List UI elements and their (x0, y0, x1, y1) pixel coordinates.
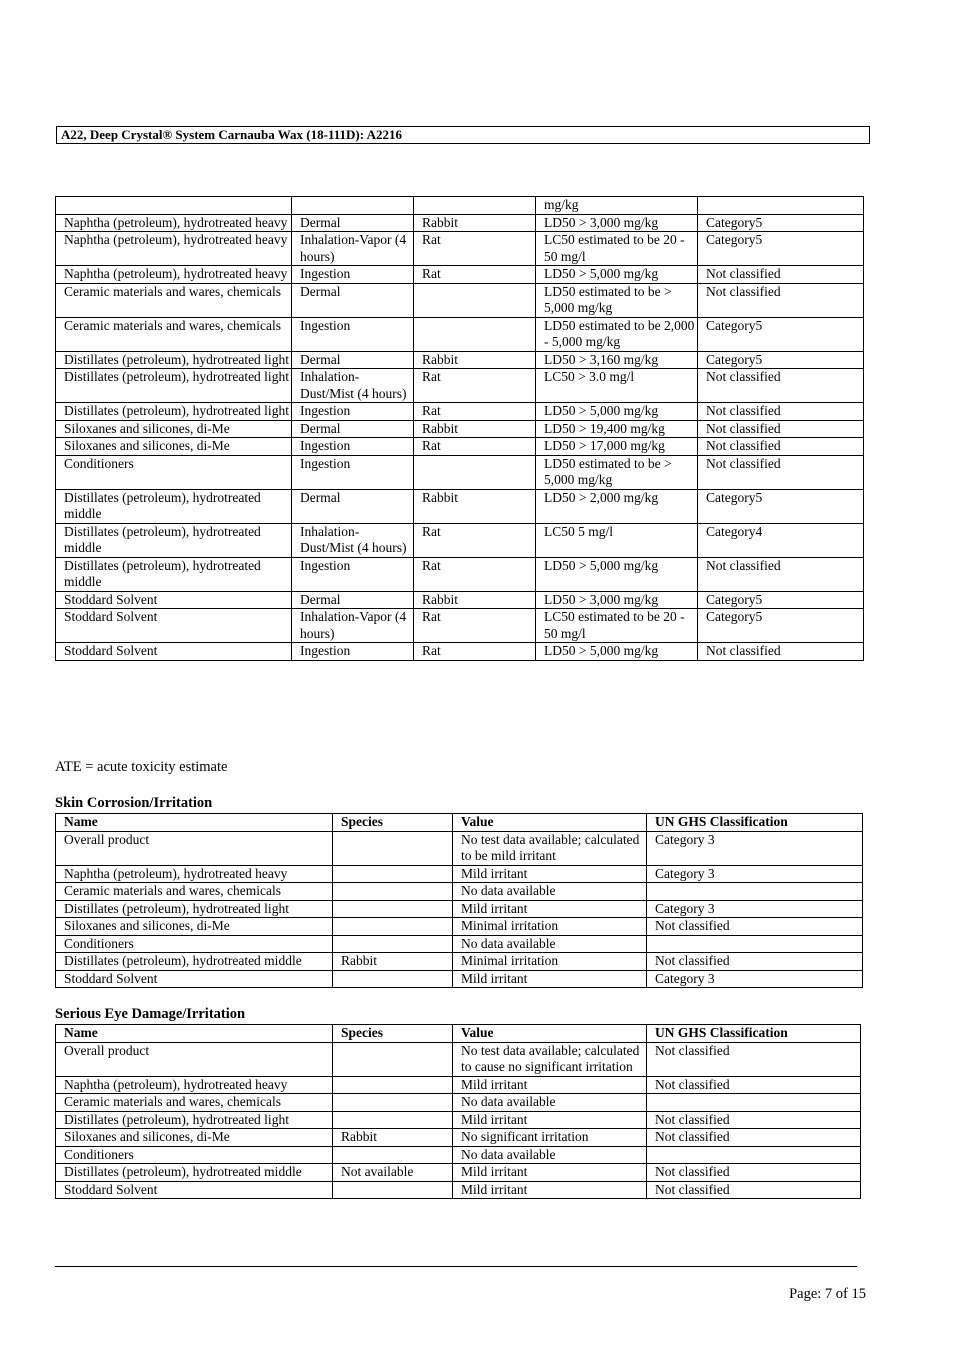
table-row (56, 591, 864, 609)
table-cell: Ceramic materials and wares, chemicals (56, 1094, 333, 1112)
table-cell: Distillates (petroleum), hydrotreated light (56, 369, 292, 403)
table-cell: Ingestion (292, 403, 414, 421)
table-cell: Distillates (petroleum), hydrotreated middle (56, 1164, 333, 1182)
table-cell: Rat (414, 643, 536, 661)
table-cell: mg/kg (536, 197, 698, 215)
table-cell: Stoddard Solvent (56, 970, 333, 988)
table-cell: Mild irritant (453, 900, 647, 918)
table-row (56, 232, 864, 266)
table-cell: No data available (453, 883, 647, 901)
table-row (56, 935, 863, 953)
table-cell: LD50 estimated to be > 5,000 mg/kg (536, 455, 698, 489)
table-cell: Rabbit (414, 351, 536, 369)
table-cell: Not classified (647, 1181, 861, 1199)
table-cell: Distillates (petroleum), hydrotreated light (56, 403, 292, 421)
table-row (56, 1042, 861, 1076)
table-cell: Rat (414, 266, 536, 284)
table-cell: Ingestion (292, 455, 414, 489)
column-header: Name (56, 1025, 333, 1043)
table-row (56, 865, 863, 883)
table-cell: Distillates (petroleum), hydrotreated middle (56, 523, 292, 557)
table-cell: Ceramic materials and wares, chemicals (56, 283, 292, 317)
ate-note: ATE = acute toxicity estimate (55, 759, 228, 775)
table-cell: Mild irritant (453, 1076, 647, 1094)
table-cell: Not available (333, 1164, 453, 1182)
table-row (56, 369, 864, 403)
table-row (56, 489, 864, 523)
table-cell: Stoddard Solvent (56, 1181, 333, 1199)
acute-toxicity-table (55, 196, 864, 661)
table-cell: Inhalation-Dust/Mist (4 hours) (292, 369, 414, 403)
table-row (56, 1111, 861, 1129)
table-cell (333, 1111, 453, 1129)
table-cell: Not classified (647, 1129, 861, 1147)
table-cell: Not classified (647, 1042, 861, 1076)
table-cell: Category5 (698, 609, 864, 643)
table-row (56, 953, 863, 971)
table-row (56, 831, 863, 865)
table-cell: Not classified (698, 403, 864, 421)
table-cell: Category 3 (647, 831, 863, 865)
table-cell: LD50 estimated to be > 5,000 mg/kg (536, 283, 698, 317)
table-cell: Ingestion (292, 557, 414, 591)
table-cell: Not classified (647, 1111, 861, 1129)
table-cell (333, 831, 453, 865)
table-cell (414, 455, 536, 489)
table-cell: Dermal (292, 591, 414, 609)
footer-divider (55, 1266, 857, 1267)
table-row (56, 438, 864, 456)
table-cell: Naphtha (petroleum), hydrotreated heavy (56, 232, 292, 266)
table-cell: Ingestion (292, 438, 414, 456)
table-cell: Stoddard Solvent (56, 609, 292, 643)
table-cell: Mild irritant (453, 1181, 647, 1199)
table-cell (333, 1094, 453, 1112)
table-cell: Category 3 (647, 970, 863, 988)
table-row (56, 283, 864, 317)
table-cell: LD50 > 5,000 mg/kg (536, 403, 698, 421)
table-cell: Mild irritant (453, 1111, 647, 1129)
table-cell: Category 3 (647, 865, 863, 883)
table-cell: Not classified (647, 1164, 861, 1182)
table-cell: Distillates (petroleum), hydrotreated light (56, 1111, 333, 1129)
table-cell (333, 918, 453, 936)
table-cell: Dermal (292, 420, 414, 438)
table-cell: Rat (414, 523, 536, 557)
table-cell (414, 283, 536, 317)
eye-irritation-table (55, 1024, 861, 1199)
table-cell: Distillates (petroleum), hydrotreated middle (56, 489, 292, 523)
column-header: UN GHS Classification (647, 814, 863, 832)
table-cell (333, 883, 453, 901)
table-cell: Not classified (647, 918, 863, 936)
column-header: Species (333, 814, 453, 832)
table-cell (333, 970, 453, 988)
table-row (56, 1181, 861, 1199)
table-row (56, 1076, 861, 1094)
table-cell (698, 197, 864, 215)
table-cell: Rabbit (333, 1129, 453, 1147)
table-cell (333, 1042, 453, 1076)
table-row (56, 609, 864, 643)
table-cell: Rat (414, 403, 536, 421)
table-cell: Ingestion (292, 643, 414, 661)
table-cell: Not classified (698, 557, 864, 591)
table-cell: Rabbit (414, 591, 536, 609)
table-cell: LD50 > 5,000 mg/kg (536, 557, 698, 591)
table-cell: Not classified (698, 283, 864, 317)
table-cell: Mild irritant (453, 1164, 647, 1182)
table-cell: Naphtha (petroleum), hydrotreated heavy (56, 865, 333, 883)
table-cell: Rat (414, 557, 536, 591)
table-row (56, 523, 864, 557)
table-cell: LD50 > 2,000 mg/kg (536, 489, 698, 523)
table-cell: Rat (414, 232, 536, 266)
table-row (56, 455, 864, 489)
table-cell: Overall product (56, 1042, 333, 1076)
table-cell: LC50 5 mg/l (536, 523, 698, 557)
table-cell (333, 865, 453, 883)
table-cell: Not classified (698, 438, 864, 456)
table-cell: Rabbit (414, 489, 536, 523)
table-cell: Minimal irritation (453, 953, 647, 971)
table-cell: Distillates (petroleum), hydrotreated light (56, 900, 333, 918)
table-row (56, 351, 864, 369)
column-header: Value (453, 1025, 647, 1043)
table-cell: Siloxanes and silicones, di-Me (56, 438, 292, 456)
table-cell: Conditioners (56, 1146, 333, 1164)
table-cell: Rat (414, 369, 536, 403)
table-cell: Siloxanes and silicones, di-Me (56, 1129, 333, 1147)
table-cell: Conditioners (56, 455, 292, 489)
table-cell: Not classified (698, 643, 864, 661)
table-row (56, 643, 864, 661)
table-cell: LD50 > 3,000 mg/kg (536, 591, 698, 609)
table-cell: Ingestion (292, 317, 414, 351)
table-cell: Minimal irritation (453, 918, 647, 936)
table-row (56, 420, 864, 438)
eye-section-title: Serious Eye Damage/Irritation (55, 1006, 246, 1022)
table-cell: Siloxanes and silicones, di-Me (56, 918, 333, 936)
table-cell: Distillates (petroleum), hydrotreated middle (56, 953, 333, 971)
table-cell: Category4 (698, 523, 864, 557)
table-row (56, 918, 863, 936)
table-cell: Distillates (petroleum), hydrotreated light (56, 351, 292, 369)
table-cell: Ceramic materials and wares, chemicals (56, 883, 333, 901)
table-cell: Mild irritant (453, 865, 647, 883)
table-row (56, 214, 864, 232)
table-cell: Not classified (647, 953, 863, 971)
table-cell: Not classified (698, 455, 864, 489)
table-cell: LD50 estimated to be 2,000 - 5,000 mg/kg (536, 317, 698, 351)
table-cell: Naphtha (petroleum), hydrotreated heavy (56, 214, 292, 232)
table-row (56, 266, 864, 284)
table-row (56, 197, 864, 215)
table-row (56, 1146, 861, 1164)
column-header: Species (333, 1025, 453, 1043)
table-cell (56, 197, 292, 215)
table-cell: LC50 estimated to be 20 - 50 mg/l (536, 609, 698, 643)
table-cell: Rabbit (414, 214, 536, 232)
table-cell: Siloxanes and silicones, di-Me (56, 420, 292, 438)
table-cell: Stoddard Solvent (56, 643, 292, 661)
table-cell: LD50 > 3,000 mg/kg (536, 214, 698, 232)
table-cell: LC50 estimated to be 20 - 50 mg/l (536, 232, 698, 266)
table-cell: LD50 > 5,000 mg/kg (536, 266, 698, 284)
table-cell: LD50 > 5,000 mg/kg (536, 643, 698, 661)
table-row (56, 883, 863, 901)
table-cell (414, 197, 536, 215)
column-header: Name (56, 814, 333, 832)
table-cell (333, 1181, 453, 1199)
table-cell (292, 197, 414, 215)
table-cell: Not classified (698, 266, 864, 284)
table-cell: Category 3 (647, 900, 863, 918)
table-cell: No significant irritation (453, 1129, 647, 1147)
table-cell: Not classified (698, 369, 864, 403)
table-cell (647, 883, 863, 901)
table-cell: Category5 (698, 214, 864, 232)
table-cell: Category5 (698, 591, 864, 609)
table-row (56, 1094, 861, 1112)
table-cell: Distillates (petroleum), hydrotreated middle (56, 557, 292, 591)
table-row (56, 557, 864, 591)
table-cell: Conditioners (56, 935, 333, 953)
table-cell: Category5 (698, 232, 864, 266)
table-cell: Ingestion (292, 266, 414, 284)
table-cell: Dermal (292, 489, 414, 523)
table-cell: Naphtha (petroleum), hydrotreated heavy (56, 1076, 333, 1094)
table-cell: Rat (414, 438, 536, 456)
table-cell (333, 1076, 453, 1094)
table-cell: No test data available; calculated to cause no significant irritation (453, 1042, 647, 1076)
table-cell: Rabbit (333, 953, 453, 971)
table-cell: Category5 (698, 317, 864, 351)
column-header: UN GHS Classification (647, 1025, 861, 1043)
table-cell: Category5 (698, 351, 864, 369)
table-cell: No data available (453, 1094, 647, 1112)
table-cell (414, 317, 536, 351)
column-header: Value (453, 814, 647, 832)
table-row (56, 970, 863, 988)
table-cell: No data available (453, 935, 647, 953)
table-row (56, 317, 864, 351)
table-cell: Inhalation-Vapor (4 hours) (292, 609, 414, 643)
table-cell: No data available (453, 1146, 647, 1164)
table-cell: Inhalation-Vapor (4 hours) (292, 232, 414, 266)
table-cell: LD50 > 17,000 mg/kg (536, 438, 698, 456)
table-cell: Category5 (698, 489, 864, 523)
table-row (56, 900, 863, 918)
table-cell (333, 1146, 453, 1164)
table-cell: Mild irritant (453, 970, 647, 988)
table-cell: Dermal (292, 351, 414, 369)
table-cell (333, 935, 453, 953)
table-row (56, 1129, 861, 1147)
table-cell: Dermal (292, 214, 414, 232)
table-cell: Rat (414, 609, 536, 643)
table-cell (647, 935, 863, 953)
table-cell: Overall product (56, 831, 333, 865)
skin-irritation-table (55, 813, 863, 988)
table-cell (647, 1146, 861, 1164)
table-cell (333, 900, 453, 918)
table-cell: Inhalation-Dust/Mist (4 hours) (292, 523, 414, 557)
table-cell: Not classified (647, 1076, 861, 1094)
table-cell (647, 1094, 861, 1112)
table-cell: Ceramic materials and wares, chemicals (56, 317, 292, 351)
table-cell: Naphtha (petroleum), hydrotreated heavy (56, 266, 292, 284)
table-cell: Stoddard Solvent (56, 591, 292, 609)
page-number: Page: 7 of 15 (789, 1286, 866, 1302)
table-cell: LD50 > 3,160 mg/kg (536, 351, 698, 369)
table-row (56, 1164, 861, 1182)
table-cell: Not classified (698, 420, 864, 438)
skin-section-title: Skin Corrosion/Irritation (55, 795, 213, 811)
table-cell: Dermal (292, 283, 414, 317)
table-row (56, 403, 864, 421)
table-cell: LC50 > 3.0 mg/l (536, 369, 698, 403)
table-cell: Rabbit (414, 420, 536, 438)
table-cell: LD50 > 19,400 mg/kg (536, 420, 698, 438)
table-cell: No test data available; calculated to be mild irritant (453, 831, 647, 865)
document-header: A22, Deep Crystal® System Carnauba Wax (18-111D): A2216 (56, 126, 870, 144)
